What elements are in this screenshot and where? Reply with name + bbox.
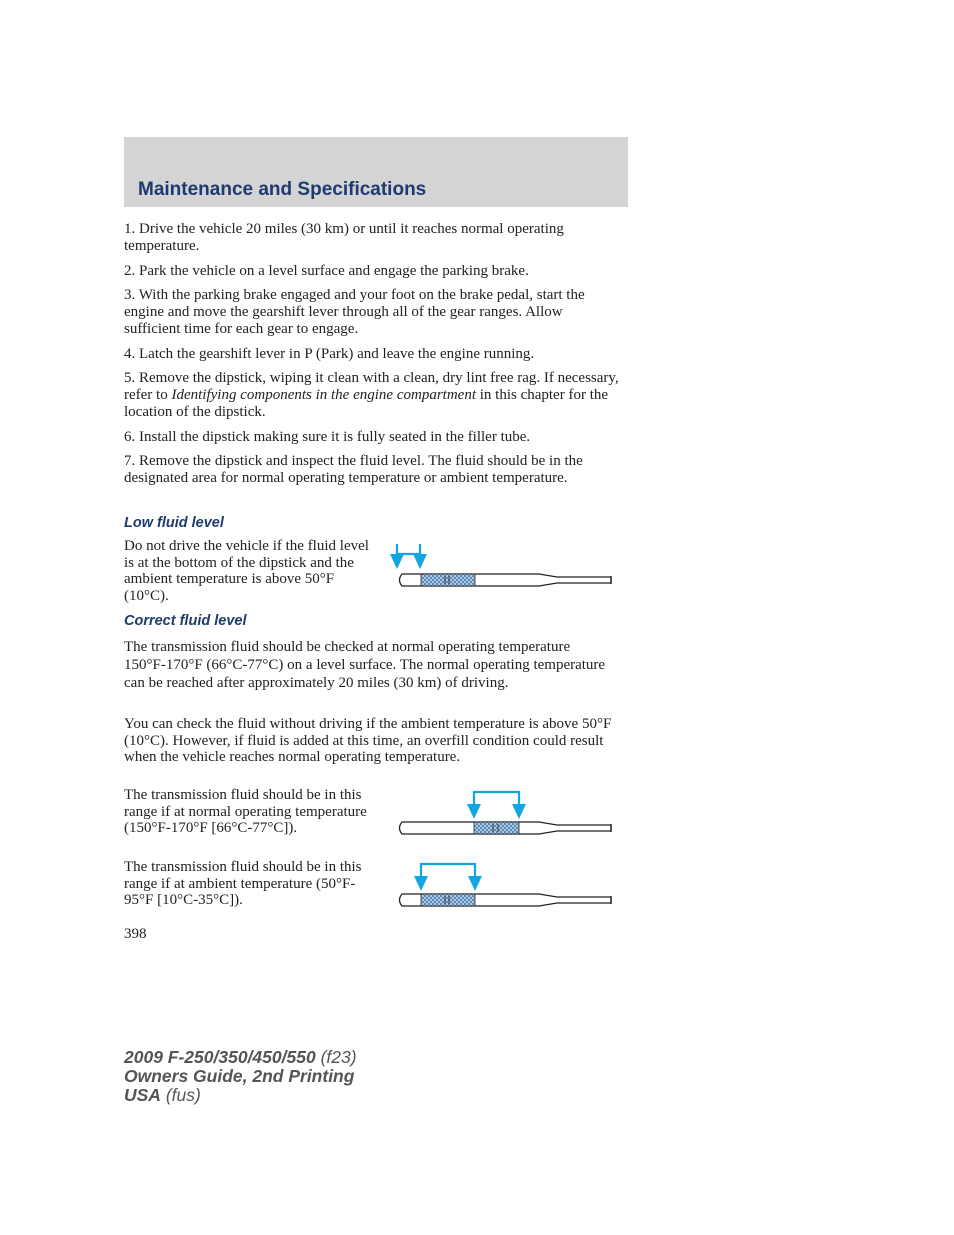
page-number: 398 (124, 926, 147, 942)
step-5 (124, 370, 630, 421)
low-fluid-text: Do not drive the vehicle if the fluid level is at the bottom of the dipstick and the ambient temperature is above 50°F (10°C). (124, 538, 369, 604)
footer-market-code: (fus) (160, 1085, 201, 1105)
step-7: 7. Remove the dipstick and inspect the fluid level. The fluid should be in the designated area for normal operating temperature or ambient temperature. (124, 453, 583, 486)
document-footer (124, 1048, 357, 1105)
footer-model-code: (f23) (315, 1047, 357, 1067)
step-6: 6. Install the dipstick making sure it is fully seated in the filler tube. (124, 429, 531, 445)
step-5-text-end: in this chapter for the location of the dipstick. (124, 387, 609, 420)
normal-range-text: The transmission fluid should be in this range if at normal operating temperature (150°F-170°F [66°C-77°C]). (124, 787, 367, 836)
step-5-reference: Identifying components in the engine compartment (171, 387, 476, 403)
step-2: 2. Park the vehicle on a level surface and engage the parking brake. (124, 263, 529, 279)
low-fluid-heading: Low fluid level (124, 515, 224, 531)
footer-line-1 (124, 1048, 357, 1067)
step-5-text-start: 5. Remove the dipstick, wiping it clean with a clean, dry lint free rag. If necessary, refer to (124, 370, 619, 403)
step-4: 4. Latch the gearshift lever in P (Park) and leave the engine running. (124, 346, 535, 362)
correct-fluid-heading: Correct fluid level (124, 613, 247, 629)
footer-line-2: Owners Guide, 2nd Printing (124, 1066, 355, 1086)
footer-line-3 (124, 1086, 357, 1105)
dipstick-ambient-temp-illustration (385, 860, 620, 915)
dipstick-low-level-illustration (385, 540, 620, 595)
footer-market: USA (124, 1085, 161, 1105)
dipstick-normal-temp-illustration (385, 788, 620, 843)
step-3: 3. With the parking brake engaged and your foot on the brake pedal, start the engine and move the gearshift lever through all of the gear ranges. Allow sufficient time for each gear to engage. (124, 287, 585, 337)
correct-fluid-para-1: The transmission fluid should be checked at normal operating temperature 150°F-170°F (66°C-77°C) on a level surface. The normal operating temperature can be reached after approximately 20 miles (30 km) of driving. (124, 639, 606, 691)
footer-model: 2009 F-250/350/450/550 (124, 1047, 316, 1067)
correct-fluid-para-2: You can check the fluid without driving if the ambient temperature is above 50°F (10°C). However, if fluid is added at this time, an overfill condition could result when the vehicle reaches normal operating temperature. (124, 716, 612, 765)
step-1: 1. Drive the vehicle 20 miles (30 km) or until it reaches normal operating temperature. (124, 221, 564, 254)
ambient-range-text: The transmission fluid should be in this range if at ambient temperature (50°F-95°F [10°C-35°C]). (124, 859, 362, 908)
section-header-band (124, 137, 628, 207)
section-title: Maintenance and Specifications (138, 179, 427, 200)
